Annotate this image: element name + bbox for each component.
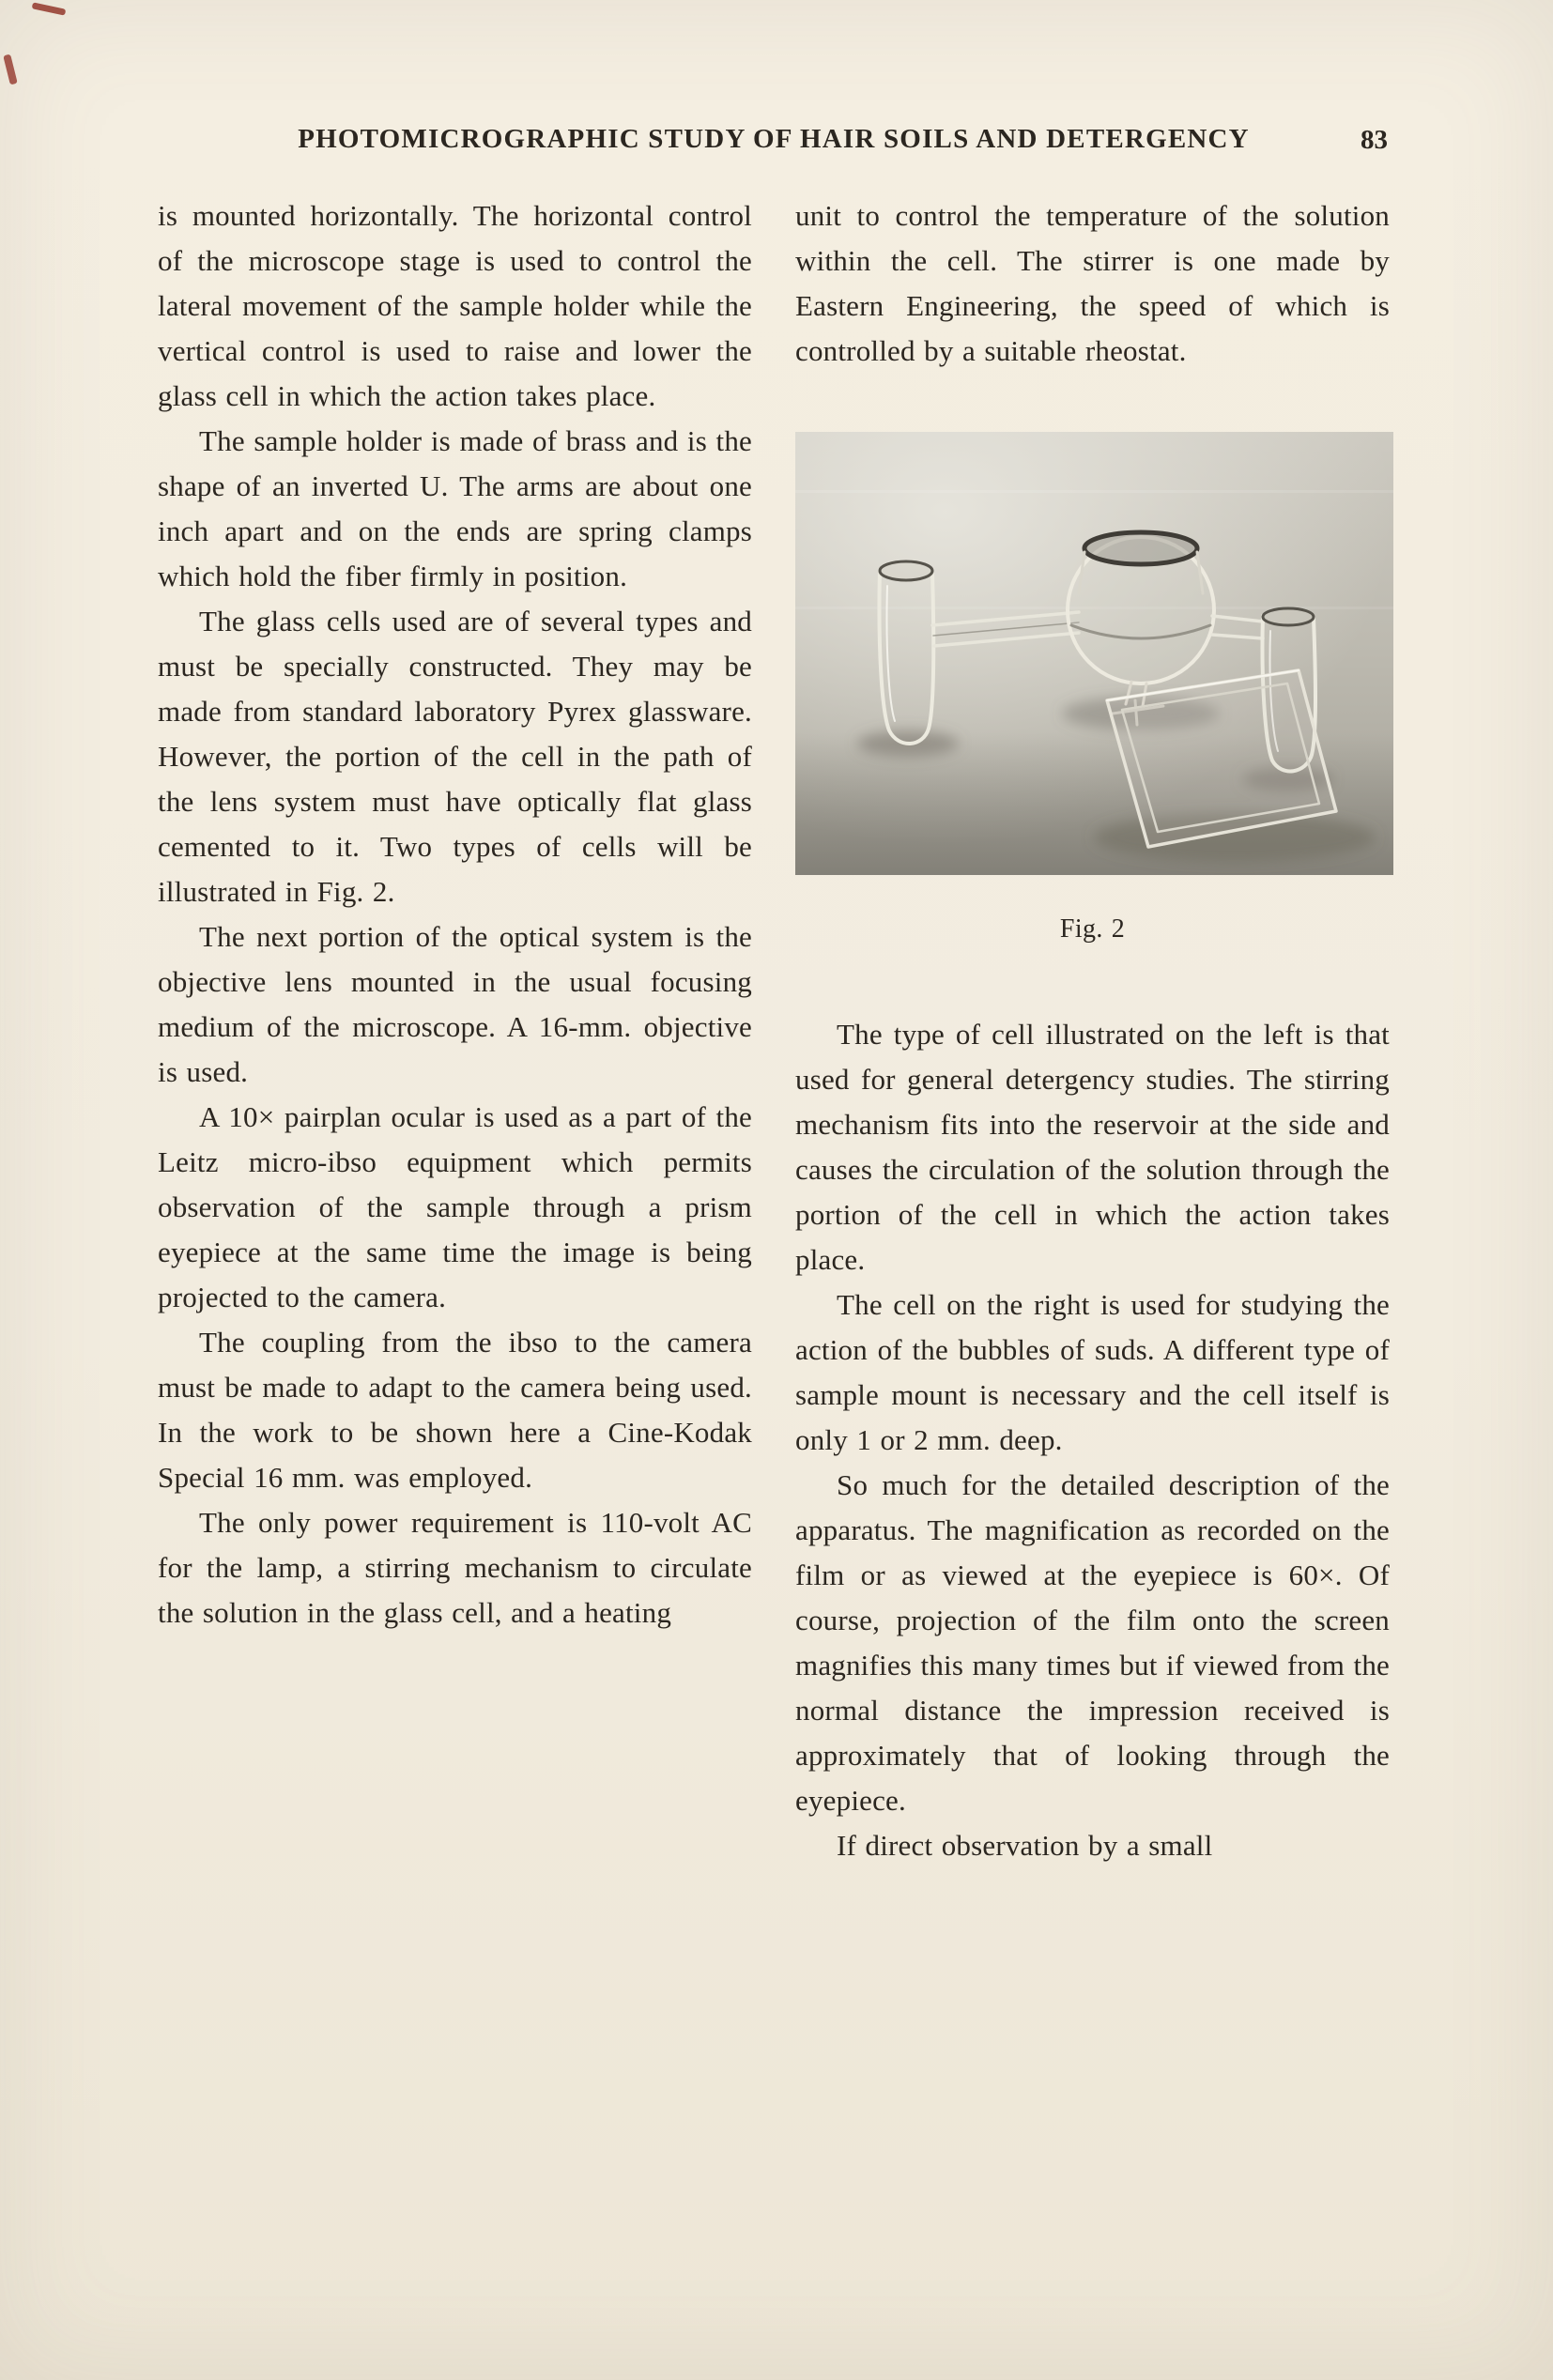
paragraph: unit to control the temperature of the solution within the cell. The stirrer is one made by Eastern Engineering, the speed of which is controlled by a suitable rheostat. bbox=[795, 199, 1390, 367]
paragraph: The sample holder is made of brass and is the shape of an inverted U. The arms are about one inch apart and on the ends are spring clamps which hold the fiber firmly in position. bbox=[158, 424, 752, 592]
right-column bbox=[795, 193, 1390, 1868]
paragraph: The cell on the right is used for studying the action of the bubbles of suds. A different type of sample mount is necessary and the cell itself is only 1 or 2 mm. deep. bbox=[795, 1288, 1390, 1456]
left-column bbox=[158, 193, 752, 1868]
paragraph: If direct observation by a small bbox=[837, 1829, 1213, 1862]
paragraph: The only power requirement is 110-volt AC for the lamp, a stirring mechanism to circulate the solution in the glass cell, and a heating bbox=[158, 1506, 752, 1629]
page-number: 83 bbox=[1361, 125, 1388, 155]
paragraph: The next portion of the optical system is the objective lens mounted in the usual focusing medium of the microscope. A 16-mm. objective is used. bbox=[158, 920, 752, 1088]
two-column-text bbox=[158, 193, 1390, 1868]
paragraph: is mounted horizontally. The horizontal control of the microscope stage is used to control the lateral movement of the sample holder while the vertical control is used to raise and lower the glass cell in which the action takes place. bbox=[158, 199, 752, 412]
scan-mark bbox=[32, 2, 67, 15]
running-head bbox=[158, 124, 1390, 167]
paragraph: The type of cell illustrated on the left is that used for general detergency studies. The stirring mechanism fits into the reservoir at the side and causes the circulation of the solution through the portion of the cell in which the action takes place. bbox=[795, 1018, 1390, 1276]
figure-2 bbox=[795, 432, 1390, 952]
figure-caption: Fig. 2 bbox=[1059, 914, 1126, 944]
paragraph: A 10× pairplan ocular is used as a part of the Leitz micro-ibso equipment which permits observation of the sample through a prism eyepiece at the same time the image is being projected to the camera. bbox=[158, 1100, 752, 1313]
figure-photo-glass-cells bbox=[795, 432, 1393, 875]
paragraph: So much for the detailed description of the apparatus. The magnification as recorded on the film or as viewed at the eyepiece is 60×. Of course, projection of the film onto the screen magnifies this many times but if viewed from the normal distance the impression received is approximately that of looking through the eyepiece. bbox=[795, 1468, 1390, 1817]
scan-mark bbox=[3, 54, 18, 85]
paragraph: The coupling from the ibso to the camera must be made to adapt to the camera being used. In the work to be shown here a Cine-Kodak Special 16 mm. was employed. bbox=[158, 1326, 752, 1494]
paragraph: The glass cells used are of several types and must be specially constructed. They may be made from standard laboratory Pyrex glassware. However, the portion of the cell in the path of the lens system must have optically flat glass cemented to it. Two types of cells will be illustrated in Fig. 2. bbox=[158, 605, 752, 908]
page-header-title: PHOTOMICROGRAPHIC STUDY OF HAIR SOILS AND DETERGENCY bbox=[298, 124, 1250, 154]
